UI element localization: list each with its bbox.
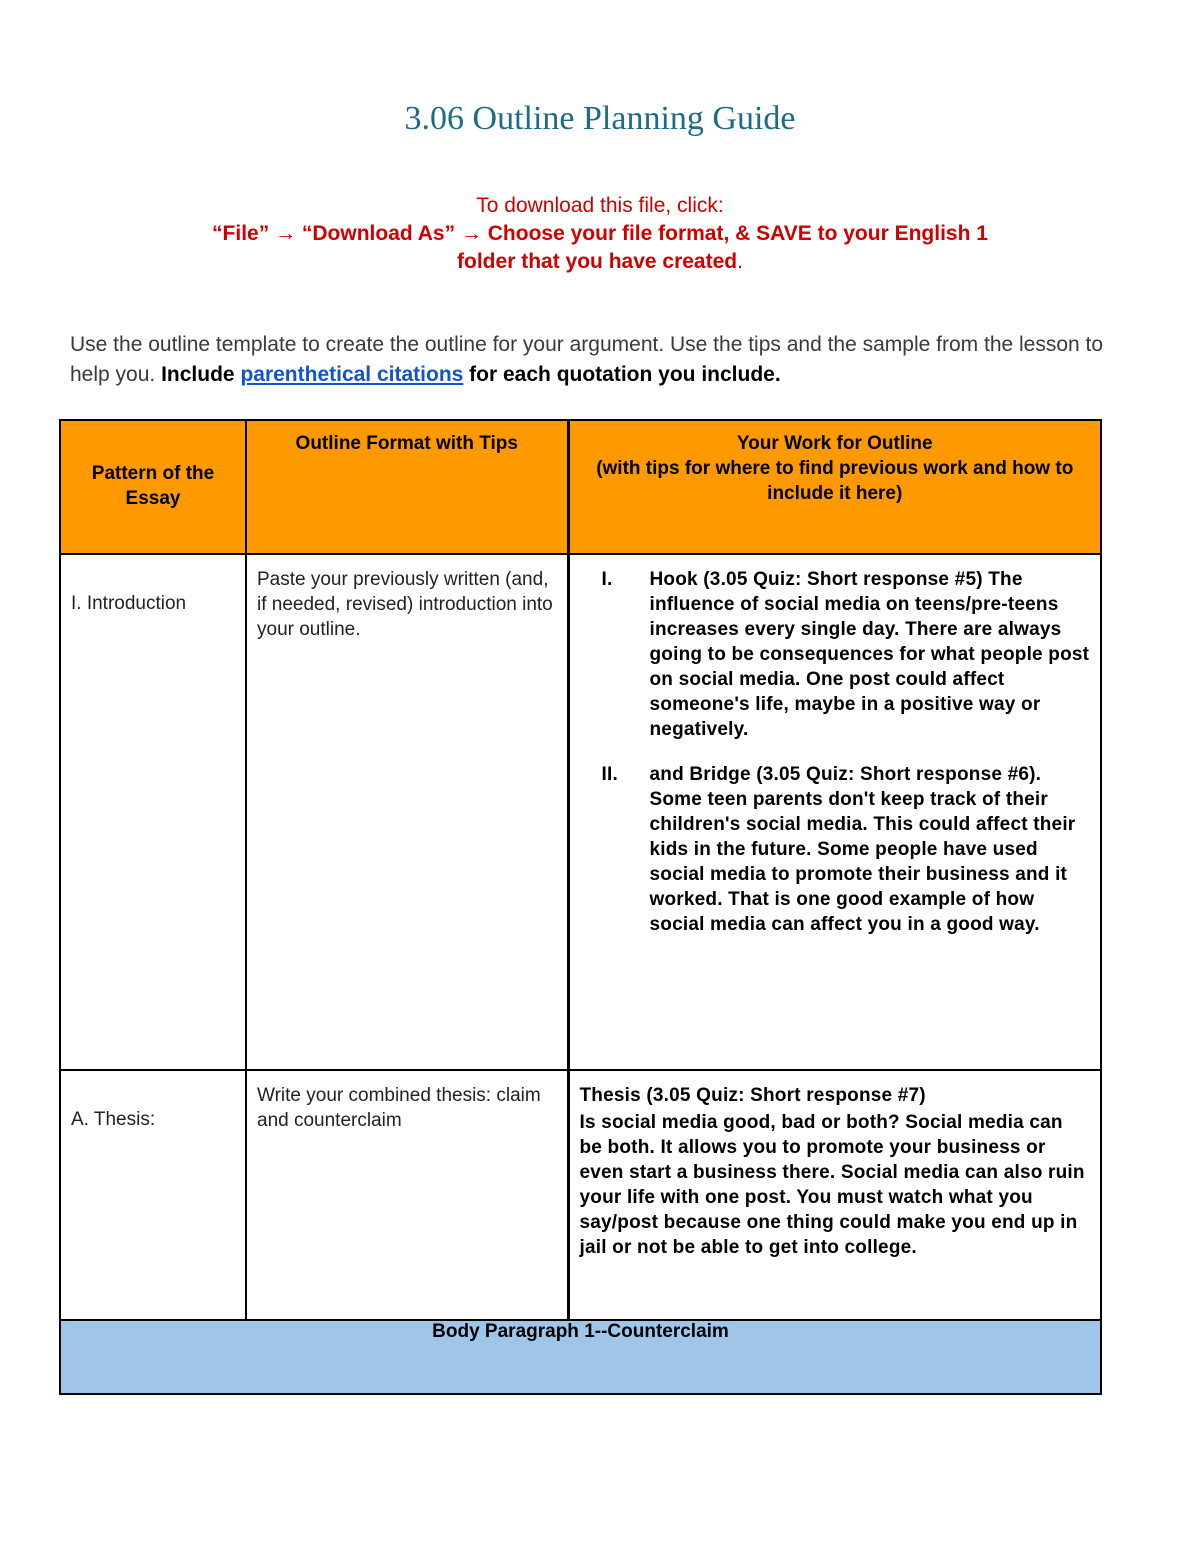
header-work-title: Your Work for Outline — [736, 433, 933, 454]
intro-paragraph — [70, 330, 1130, 390]
thesis-row — [60, 1070, 1101, 1320]
introduction-tip-cell — [246, 554, 568, 1070]
download-instructions — [0, 192, 1200, 276]
intro-bold-start: Include — [161, 363, 241, 386]
introduction-tip: Paste your previously written (and, if needed, revised) introduction into your outline. — [257, 569, 553, 640]
intro-bold-end: for each quotation you include. — [463, 363, 781, 386]
body-paragraph-row — [60, 1320, 1101, 1394]
header-work-subtitle: (with tips for where to find previous work and how to include it here) — [596, 458, 1074, 504]
download-line-3-period: . — [737, 250, 743, 273]
thesis-label: A. Thesis: — [71, 1109, 156, 1130]
introduction-label-cell — [60, 554, 246, 1070]
bridge-text: and Bridge (3.05 Quiz: Short response #6). Some teen parents don't keep track of their children's social media. This could affect their kids in the future. Some people have used social media to promote their business and it worked. That is one good example of how social media can affect you in a good way. — [649, 764, 1076, 935]
list-item — [580, 567, 1091, 742]
header-format-cell — [246, 420, 568, 554]
header-format: Outline Format with Tips — [295, 433, 518, 454]
thesis-work-heading: Thesis (3.05 Quiz: Short response #7) — [579, 1085, 926, 1106]
thesis-tip-cell — [246, 1070, 568, 1320]
thesis-work-text: Is social media good, bad or both? Social media can be both. It allows you to promote your business or even start a business there. Social media can also ruin your life with one post. You must watch what you say/post because one thing could make you end up in jail or not be able to get into college. — [579, 1112, 1085, 1258]
list-number: I. — [601, 569, 613, 590]
thesis-label-cell — [60, 1070, 246, 1320]
body-paragraph-1-heading: Body Paragraph 1--Counterclaim — [60, 1320, 1101, 1394]
header-row — [60, 420, 1101, 554]
header-pattern: Pattern of the Essay — [91, 463, 215, 509]
hook-text: Hook (3.05 Quiz: Short response #5) The influence of social media on teens/pre-teens increases every single day. There are always going to be consequences for what people post on social media. One post could affect someone's life, maybe in a positive way or negatively. — [649, 569, 1090, 740]
header-work-cell — [568, 420, 1101, 554]
document-title: 3.06 Outline Planning Guide — [404, 100, 796, 137]
thesis-tip: Write your combined thesis: claim and counterclaim — [257, 1085, 541, 1131]
list-item — [580, 762, 1091, 937]
introduction-row — [60, 554, 1101, 1070]
intro-plain-text: Use the outline template to create the outline for your argument. Use the tips and the sample from the lesson to help you. — [70, 333, 1104, 386]
header-work — [570, 421, 1101, 506]
thesis-work — [570, 1071, 1101, 1260]
introduction-work-cell[interactable] — [568, 554, 1101, 1070]
introduction-label: I. Introduction — [71, 593, 187, 614]
thesis-work-cell[interactable] — [568, 1070, 1101, 1320]
list-number: II. — [601, 764, 618, 785]
header-pattern-cell — [60, 420, 246, 554]
parenthetical-citations-link[interactable]: parenthetical citations — [240, 363, 464, 386]
download-line-1: To download this file, click: — [476, 194, 724, 217]
outline-table — [59, 419, 1102, 1395]
introduction-work — [570, 555, 1101, 937]
download-line-2: “File” → “Download As” → Choose your file format, & SAVE to your English 1 — [212, 222, 988, 245]
download-line-3: folder that you have created — [457, 250, 738, 273]
